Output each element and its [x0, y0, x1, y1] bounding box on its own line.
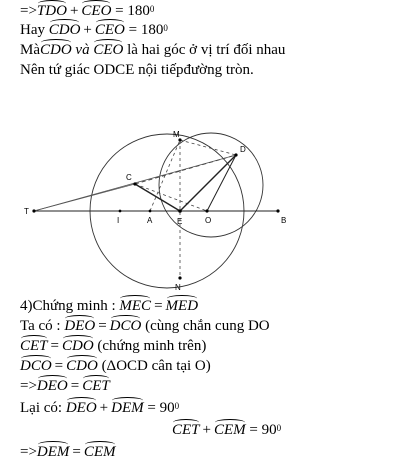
degree-mark: 0	[174, 401, 180, 411]
l10-eq: = 90	[147, 400, 175, 416]
l1-eq: = 180	[115, 3, 150, 19]
l1-prefix: =>	[20, 3, 37, 19]
point-o	[205, 209, 208, 212]
label-c: C	[126, 173, 132, 182]
l2-eq: = 180	[128, 22, 164, 38]
l7-suffix: (chứng minh trên)	[97, 338, 207, 354]
angle-cdo: CDO	[66, 358, 98, 374]
degree-mark: 0	[149, 4, 155, 14]
label-d: D	[240, 145, 246, 154]
line-tc	[34, 184, 135, 211]
line-11	[172, 422, 281, 439]
line-od	[207, 155, 236, 211]
line-4	[20, 62, 254, 79]
point-c	[133, 182, 136, 185]
point-a	[149, 210, 152, 213]
line-2	[20, 22, 168, 39]
angle-cet: CET	[20, 338, 48, 354]
point-b	[276, 209, 279, 212]
angle-cdo: CDO	[40, 42, 72, 58]
l2-prefix: Hay	[20, 22, 45, 38]
plus-sign: +	[202, 422, 211, 438]
label-o: O	[205, 216, 212, 225]
point-t	[32, 209, 35, 212]
l10-prefix: Lại có:	[20, 400, 63, 416]
l4-text: Nên tứ giác ODCE nội tiếpđường tròn.	[20, 62, 254, 78]
angle-deo: DEO	[64, 318, 96, 334]
label-m: M	[173, 130, 180, 139]
label-i: I	[117, 216, 120, 225]
l6-prefix: Ta có :	[20, 318, 61, 334]
line-ce	[135, 184, 180, 211]
angle-dem: DEM	[36, 444, 70, 460]
line-am	[150, 140, 180, 211]
line-8	[20, 358, 211, 375]
angle-cdo: CDO	[48, 22, 81, 38]
l3-mid: và	[75, 42, 90, 58]
angle-ceo: CEO	[93, 42, 124, 58]
plus-sign: +	[99, 400, 109, 416]
equals-sign: =	[70, 378, 80, 394]
l3-suffix: là hai góc ở vị trí đối nhau	[127, 42, 286, 58]
plus-sign: +	[83, 22, 92, 38]
angle-tdo: TDO	[36, 3, 67, 19]
equals-sign: =	[98, 318, 107, 334]
line-6	[20, 318, 270, 335]
line-1	[20, 3, 154, 20]
line-md	[180, 140, 236, 155]
point-e	[178, 209, 182, 213]
point-d	[234, 153, 237, 156]
angle-cem: CEM	[213, 422, 246, 438]
line-3	[20, 42, 285, 59]
line-12	[20, 444, 116, 461]
l8-suffix: (ΔOCD cân tại O)	[101, 358, 211, 374]
plus-sign: +	[69, 3, 79, 19]
angle-deo: DEO	[65, 400, 97, 416]
line-10	[20, 400, 179, 417]
l12-prefix: =>	[20, 444, 37, 460]
point-n	[178, 276, 181, 279]
line-5	[20, 298, 198, 315]
angle-dco: DCO	[109, 318, 142, 334]
angle-cdo: CDO	[61, 338, 94, 354]
line-co	[135, 184, 207, 211]
line-7	[20, 338, 206, 355]
angle-ceo: CEO	[81, 3, 112, 19]
angle-deo: DEO	[36, 378, 68, 394]
angle-dem: DEM	[111, 400, 144, 416]
label-n: N	[175, 283, 181, 292]
angle-cet: CET	[82, 378, 110, 394]
l11-eq: = 90	[249, 422, 277, 438]
label-e: E	[177, 217, 183, 226]
angle-ceo: CEO	[94, 22, 125, 38]
label-a: A	[147, 216, 153, 225]
angle-dco: DCO	[20, 358, 52, 374]
l5-prefix: 4)Chứng minh :	[20, 298, 116, 314]
l6-suffix: (cùng chắn cung DO	[145, 318, 270, 334]
angle-cet: CET	[172, 422, 200, 438]
degree-mark: 0	[163, 23, 168, 33]
degree-mark: 0	[276, 423, 282, 433]
equals-sign: =	[154, 298, 163, 314]
angle-cem: CEM	[83, 444, 116, 460]
label-t: T	[24, 207, 29, 216]
geometry-figure	[20, 100, 290, 295]
l3-prefix: Mà	[20, 42, 40, 58]
line-9	[20, 378, 110, 395]
equals-sign: =	[54, 358, 64, 374]
point-i	[119, 210, 122, 213]
equals-sign: =	[50, 338, 59, 354]
label-b: B	[281, 216, 287, 225]
equals-sign: =	[72, 444, 81, 460]
angle-mec: MEC	[119, 298, 152, 314]
line-ed	[180, 155, 236, 211]
l9-prefix: =>	[20, 378, 37, 394]
angle-med: MED	[165, 298, 199, 314]
